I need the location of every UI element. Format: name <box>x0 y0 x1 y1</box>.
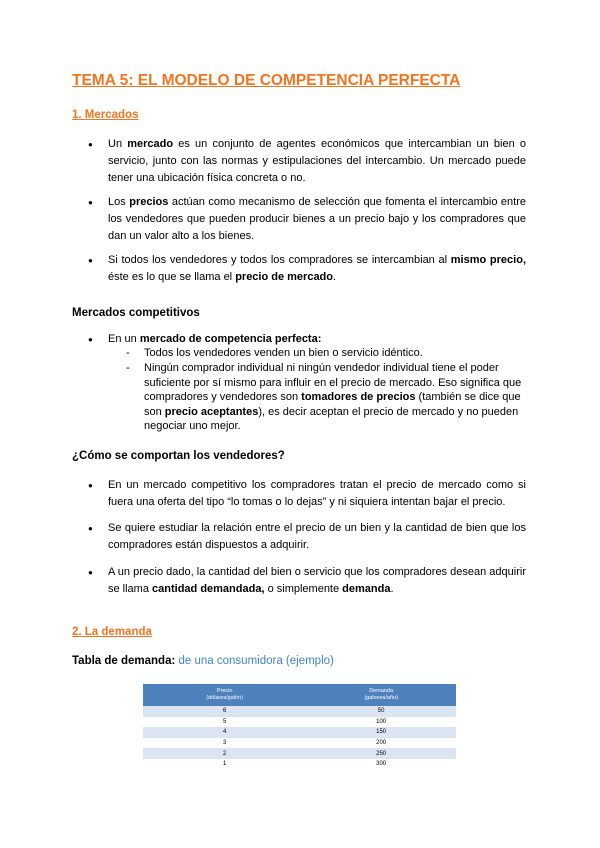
text: actúan como mecanismo de selección que fomenta el intercambio entre los vendedores que pueden producir bienes a un precio bajo y los compradores que dan un valor alto a los bienes. <box>108 196 526 242</box>
cell-precio: 5 <box>143 717 306 728</box>
table-caption <box>72 655 334 667</box>
text: Si todos los vendedores y todos los compradores se intercambian al <box>108 254 451 266</box>
bold-term: precio de mercado <box>235 271 334 283</box>
bold-term: mismo precio, <box>450 254 527 266</box>
bold-term: precio aceptantes <box>164 405 259 418</box>
header-precio-line2: (dólares/galón) <box>206 695 243 701</box>
table-row <box>143 706 456 717</box>
text: A un precio dado, la cantidad del bien o servicio que los compradores desean adquirir se llama <box>108 566 526 595</box>
demand-table <box>143 684 456 770</box>
table-row <box>143 759 456 770</box>
cell-demanda: 250 <box>306 748 456 759</box>
text: es un conjunto de agentes económicos que intercambian un bien o servicio, junto con las normas y estipulaciones del intercambio. Un mercado puede tener una ubicación física concreta o no. <box>108 138 526 184</box>
page-title: TEMA 5: EL MODELO DE COMPETENCIA PERFECTA <box>72 72 461 89</box>
table-header-row <box>143 684 456 706</box>
dash-item-identico: - Todos los vendedores venden un bien o servicio idéntico. <box>144 346 526 361</box>
text: En un <box>108 333 140 345</box>
text: (también se dice que son <box>144 391 521 418</box>
bullet-precios <box>108 194 526 245</box>
text: o simplemente <box>264 583 343 595</box>
cell-precio: 6 <box>143 706 306 717</box>
cell-demanda: 100 <box>306 717 456 728</box>
text: Ningún comprador individual ni ningún vendedor individual tiene el poder suficiente por sí mismo para influir en el precio de mercado. Eso significa que compradores y vendedores son <box>144 362 522 403</box>
cell-demanda: 50 <box>306 706 456 717</box>
text: Un <box>108 138 128 150</box>
cell-demanda: 300 <box>306 759 456 770</box>
bold-term: demanda <box>342 583 391 595</box>
header-demanda <box>306 684 456 706</box>
table-row <box>143 717 456 728</box>
cell-precio: 4 <box>143 727 306 738</box>
bold-term: cantidad demandada, <box>152 583 265 595</box>
table-label: Tabla de demanda: <box>72 655 176 667</box>
text: ), es decir aceptan el precio de mercado y no pueden negociar uno mejor. <box>144 405 519 432</box>
cell-demanda: 200 <box>306 738 456 749</box>
text: Los <box>108 196 130 208</box>
table-note: de una consumidora (ejemplo) <box>178 655 334 667</box>
table-row <box>143 727 456 738</box>
bullet-mismo-precio <box>108 252 526 286</box>
bold-term: tomadores de precios <box>301 391 416 403</box>
header-precio <box>143 684 306 706</box>
table-row <box>143 748 456 759</box>
bullet-relacion: ● Se quiere estudiar la relación entre el precio de un bien y la cantidad de bien que los compradores están dispuestos a adquirir. <box>108 520 526 554</box>
header-demanda-line1: Demanda <box>369 688 394 694</box>
section-heading-demanda: 2. La demanda <box>72 626 152 638</box>
text: . <box>390 583 394 595</box>
section-heading-mercados: 1. Mercados <box>72 109 139 121</box>
bullet-mercado <box>108 136 526 187</box>
header-demanda-line2: (galones/año) <box>364 695 398 701</box>
heading-mercados-competitivos: Mercados competitivos <box>72 307 200 319</box>
cell-precio: 3 <box>143 738 306 749</box>
bold-term: precios <box>129 196 169 208</box>
bold-term: mercado de competencia perfecta: <box>139 333 322 345</box>
cell-demanda: 150 <box>306 727 456 738</box>
table-row <box>143 738 456 749</box>
cell-precio: 2 <box>143 748 306 759</box>
cell-precio: 1 <box>143 759 306 770</box>
bold-term: mercado <box>127 138 174 150</box>
text: . <box>333 271 337 283</box>
heading-vendedores: ¿Cómo se comportan los vendedores? <box>72 450 285 462</box>
bullet-cantidad-demandada <box>108 564 526 598</box>
dash-item-tomadores <box>144 361 526 434</box>
bullet-lo-tomas: ● En un mercado competitivo los compradores tratan el precio de mercado como si fuera una oferta del tipo “lo tomas o lo dejas” y ni siquiera intentan bajar el precio. <box>108 477 526 511</box>
header-precio-line1: Precio <box>216 688 233 694</box>
text: éste es lo que se llama el <box>108 271 236 283</box>
